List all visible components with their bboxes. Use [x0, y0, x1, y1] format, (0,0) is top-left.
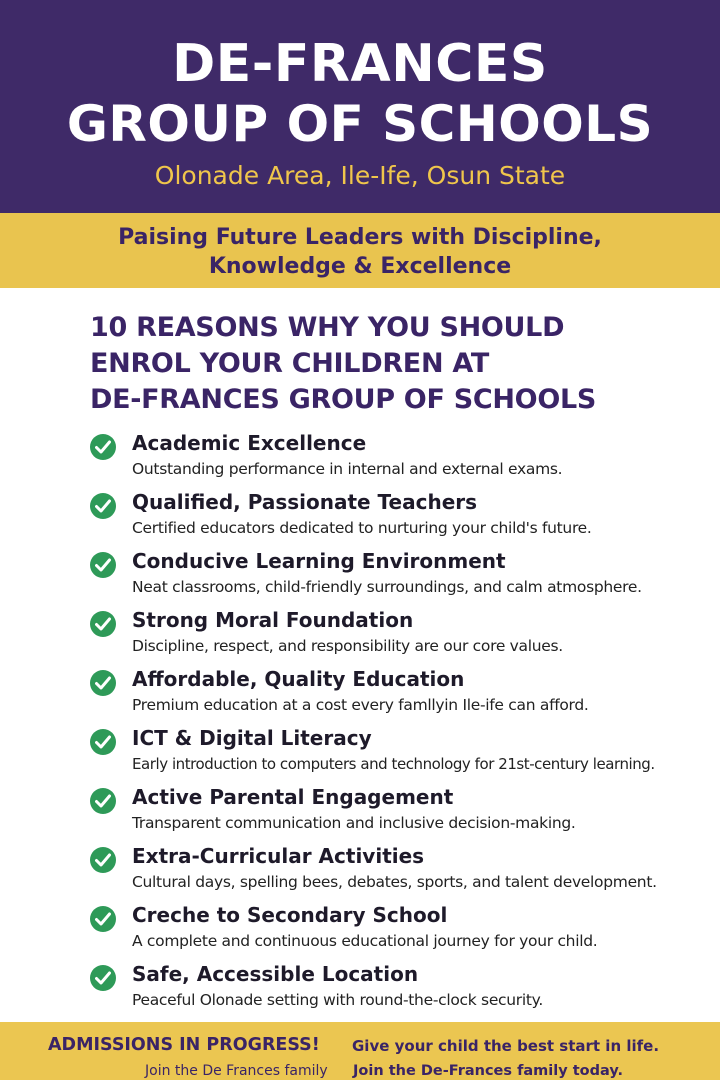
check-circle-icon — [90, 434, 116, 460]
reason-description: Outstanding performance in internal and external exams. — [132, 460, 563, 478]
footer-banner — [0, 1022, 720, 1080]
reason-description: Premium education at a cost every famllyin Ile-ife can afford. — [132, 696, 589, 714]
check-circle-icon — [90, 788, 116, 814]
check-circle-icon — [90, 847, 116, 873]
tagline-band — [0, 213, 720, 288]
heading-line3: DE-FRANCES GROUP OF SCHOOLS — [90, 384, 597, 415]
list-item — [90, 546, 715, 605]
list-item — [90, 900, 715, 959]
reason-description: Cultural days, spelling bees, debates, sports, and talent development. — [132, 873, 657, 891]
reason-title: Extra-Curricular Activities — [132, 844, 425, 868]
reasons-list — [90, 428, 715, 1018]
reason-description: Neat classrooms, child-friendly surroundings, and calm atmosphere. — [132, 578, 642, 596]
heading-line2: ENROL YOUR CHILDREN AT — [90, 348, 489, 379]
check-circle-icon — [90, 611, 116, 637]
reason-description: A complete and continuous educational journey for your child. — [132, 932, 598, 950]
reason-title: Strong Moral Foundation — [132, 608, 414, 632]
check-circle-icon — [90, 670, 116, 696]
reason-description: Certified educators dedicated to nurturing your child's future. — [132, 519, 592, 537]
check-circle-icon — [90, 552, 116, 578]
school-location: Olonade Area, Ile-Ife, Osun State — [154, 161, 566, 190]
reason-description: Early introduction to computers and technology for 21st-century learning. — [132, 755, 655, 773]
footer-join-bold: Join the De-Frances family today. — [353, 1063, 623, 1079]
reason-title: Affordable, Quality Education — [132, 667, 465, 691]
tagline — [0, 223, 720, 281]
check-circle-icon — [90, 906, 116, 932]
reason-title: Academic Excellence — [132, 431, 367, 455]
reason-title: Active Parental Engagement — [132, 785, 454, 809]
reason-title: ICT & Digital Literacy — [132, 726, 372, 750]
school-name-line1: DE-FRANCES — [172, 34, 548, 94]
list-item — [90, 605, 715, 664]
list-item — [90, 723, 715, 782]
list-item — [90, 664, 715, 723]
footer-slogan: Give your child the best start in life. — [352, 1037, 660, 1055]
list-item — [90, 428, 715, 487]
school-name-line2: GROUP OF SCHOOLS — [66, 95, 654, 153]
list-item — [90, 959, 715, 1018]
tagline-line2: Knowledge & Excellence — [208, 254, 512, 279]
reason-title: Qualified, Passionate Teachers — [132, 490, 478, 514]
reason-description: Transparent communication and inclusive decision-making. — [132, 814, 576, 832]
heading-line1: 10 REASONS WHY YOU SHOULD — [90, 312, 565, 343]
reason-title: Creche to Secondary School — [132, 903, 448, 927]
check-circle-icon — [90, 729, 116, 755]
list-item — [90, 782, 715, 841]
list-item — [90, 841, 715, 900]
check-circle-icon — [90, 965, 116, 991]
reason-title: Conducive Learning Environment — [132, 549, 506, 573]
admissions-notice: ADMISSIONS IN PROGRESS! — [48, 1035, 320, 1055]
tagline-line1: Paising Future Leaders with Discipline, — [118, 225, 602, 250]
check-circle-icon — [90, 493, 116, 519]
reason-description: Discipline, respect, and responsibility are our core values. — [132, 637, 563, 655]
list-item — [90, 487, 715, 546]
reasons-heading — [90, 310, 690, 418]
footer-join-small: Join the De Frances family — [145, 1063, 328, 1079]
reason-description: Peaceful Olonade setting with round-the-clock security. — [132, 991, 543, 1009]
reason-title: Safe, Accessible Location — [132, 962, 419, 986]
header-banner — [0, 0, 720, 213]
